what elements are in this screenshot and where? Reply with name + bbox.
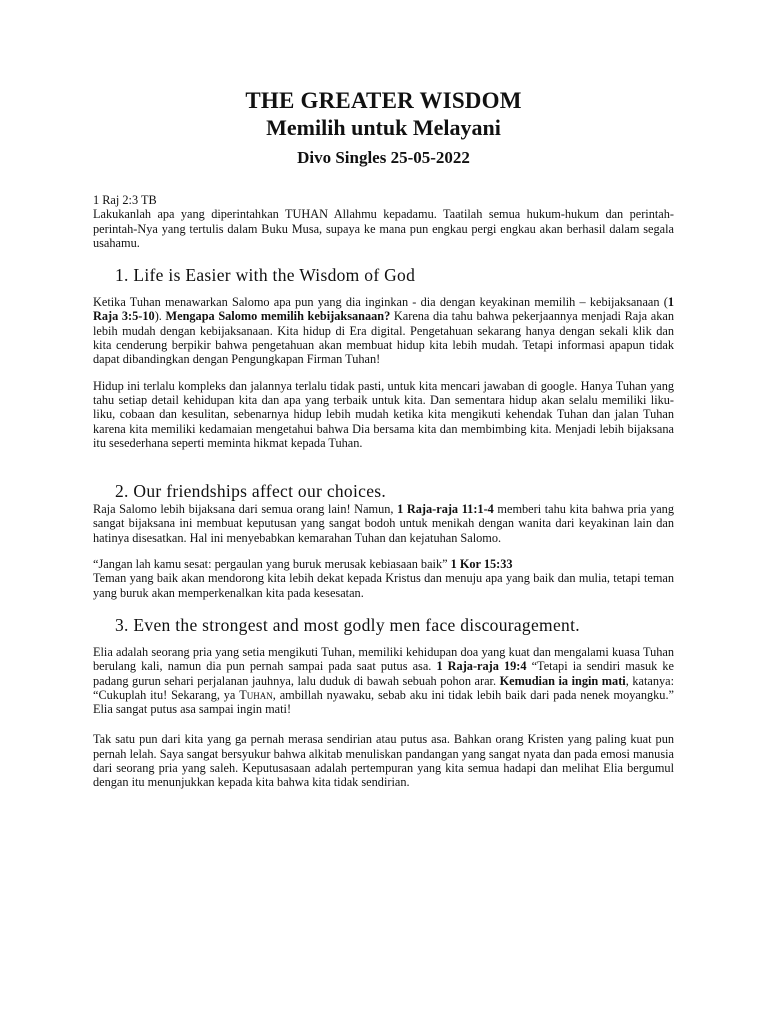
section-3-paragraph-1: Elia adalah seorang pria yang setia mengikuti Tuhan, memiliki kehidupan doa yang kuat dan mengalami kuasa Tuhan berulang kali, namun dia pun pernah sampai pada saat putus asa. 1 Raja-raja 19:4 “Tetapi ia sendiri masuk ke padang gurun sehari perjalanan jauhnya, lalu duduk di bawah sebuah pohon arar. Kemudian ia ingin mati, katanya: “Cukuplah itu! Sekarang, ya Tuhan, ambillah nyawaku, sebab aku ini tidak lebih baik dari pada nenek moyangku.” Elia sangat putus asa sampai ingin mati!: [93, 644, 674, 717]
section-1-paragraph-1: Ketika Tuhan menawarkan Salomo apa pun yang dia inginkan - dia dengan keyakinan memilih – kebijaksanaan (1 Raja 3:5-10). Mengapa Salomo memilih kebijaksanaan? Karena dia tahu bahwa pekerjaannya menjadi Raja akan lebih mudah dengan kebijaksanaan. Kita hidup di Era digital. Pengetahuan sekarang hanya dengan sekali klik dan kita cenderung berpikir bahwa pengetahuan akan membuat hidup kita lebih mudah. Tetapi informasi apapun tidak dapat dibandingkan dengan Pengungkapan Firman Tuhan!: [93, 295, 674, 367]
section-2-quote: “Jangan lah kamu sesat: pergaulan yang buruk merusak kebiasaan baik” 1 Kor 15:33: [93, 557, 513, 572]
scripture-ref: 1 Raja 3:5-10: [93, 295, 674, 324]
section-2-paragraph-1: Raja Salomo lebih bijaksana dari semua orang lain! Namun, 1 Raja-raja 11:1-4 memberi tahu kita bahwa pria yang sangat bijaksana ini membuat keputusan yang sangat bodoh untuk menikah dengan wanita dari keyakinan lain dan hatinya disesatkan. Hal ini menyebabkan kemarahan Tuhan dan kejatuhan Salomo.: [93, 502, 674, 545]
scripture-ref: 1 Raja-raja 19:4: [436, 659, 527, 674]
section-2-heading: 2. Our friendships affect our choices.: [115, 481, 387, 502]
section-2-paragraph-2: Teman yang baik akan mendorong kita lebih dekat kepada Kristus dan menuju apa yang baik dan mulia, tetapi teman yang buruk akan memperkenalkan kita pada kesesatan.: [93, 571, 674, 600]
lord-small-caps: Tuhan: [239, 687, 273, 702]
document-page: [93, 88, 674, 790]
intro-verse: Lakukanlah apa yang diperintahkan TUHAN Allahmu kepadamu. Taatilah semua hukum-hukum dan perintah-perintah-Nya yang tertulis dalam Buku Musa, supaya ke mana pun engkau pergi engkau akan berhasil dalam segala usahamu.: [93, 207, 674, 250]
key-question: Mengapa Salomo memilih kebijaksanaan?: [165, 309, 391, 324]
section-3-heading: 3. Even the strongest and most godly men face discouragement.: [115, 614, 580, 635]
section-3-paragraph-2: Tak satu pun dari kita yang ga pernah merasa sendirian atau putus asa. Bahkan orang Kristen yang paling kuat pun pernah lelah. Saya sangat bersyukur bahwa alkitab menuliskan pandangan yang sangat nyata dan pada emosi manusia dari seorang pria yang saleh. Keputusasaan adalah pertempuran yang kita semua hadapi dan melihat Elia bergumul dengan itu menunjukkan kepada kita bahwa kita tidak sendirian.: [93, 732, 674, 790]
scripture-ref: 1 Kor 15:33: [450, 557, 513, 572]
intro-reference: 1 Raj 2:3 TB: [93, 193, 157, 207]
scripture-ref: 1 Raja-raja 11:1-4: [397, 502, 494, 517]
section-1-heading: 1. Life is Easier with the Wisdom of God: [115, 265, 416, 286]
document-title: THE GREATER WISDOM: [245, 88, 522, 113]
document-date-line: Divo Singles 25-05-2022: [297, 148, 470, 167]
title-block: [93, 88, 674, 169]
section-1-paragraph-2: Hidup ini terlalu kompleks dan jalannya terlalu tidak pasti, untuk kita mencari jawaban di google. Hanya Tuhan yang tahu setiap detail kehidupan kita dan apa yang terbaik untuk kita. Dan sementara hidup akan selalu memiliki liku-liku, cobaan dan kesulitan, sebenarnya hidup lebih mudah ketika kita mengikuti kehendak Tuhan dan jalan Tuhan karena kita memiliki kedamaian mengetahui bahwa Dia bersama kita dan membimbing kita. Menjadi lebih bijaksana itu sesederhana seperti meminta hikmat kepada Tuhan.: [93, 378, 674, 450]
document-subtitle: Memilih untuk Melayani: [266, 115, 501, 140]
emphasis-text: Kemudian ia ingin mati: [499, 673, 626, 688]
